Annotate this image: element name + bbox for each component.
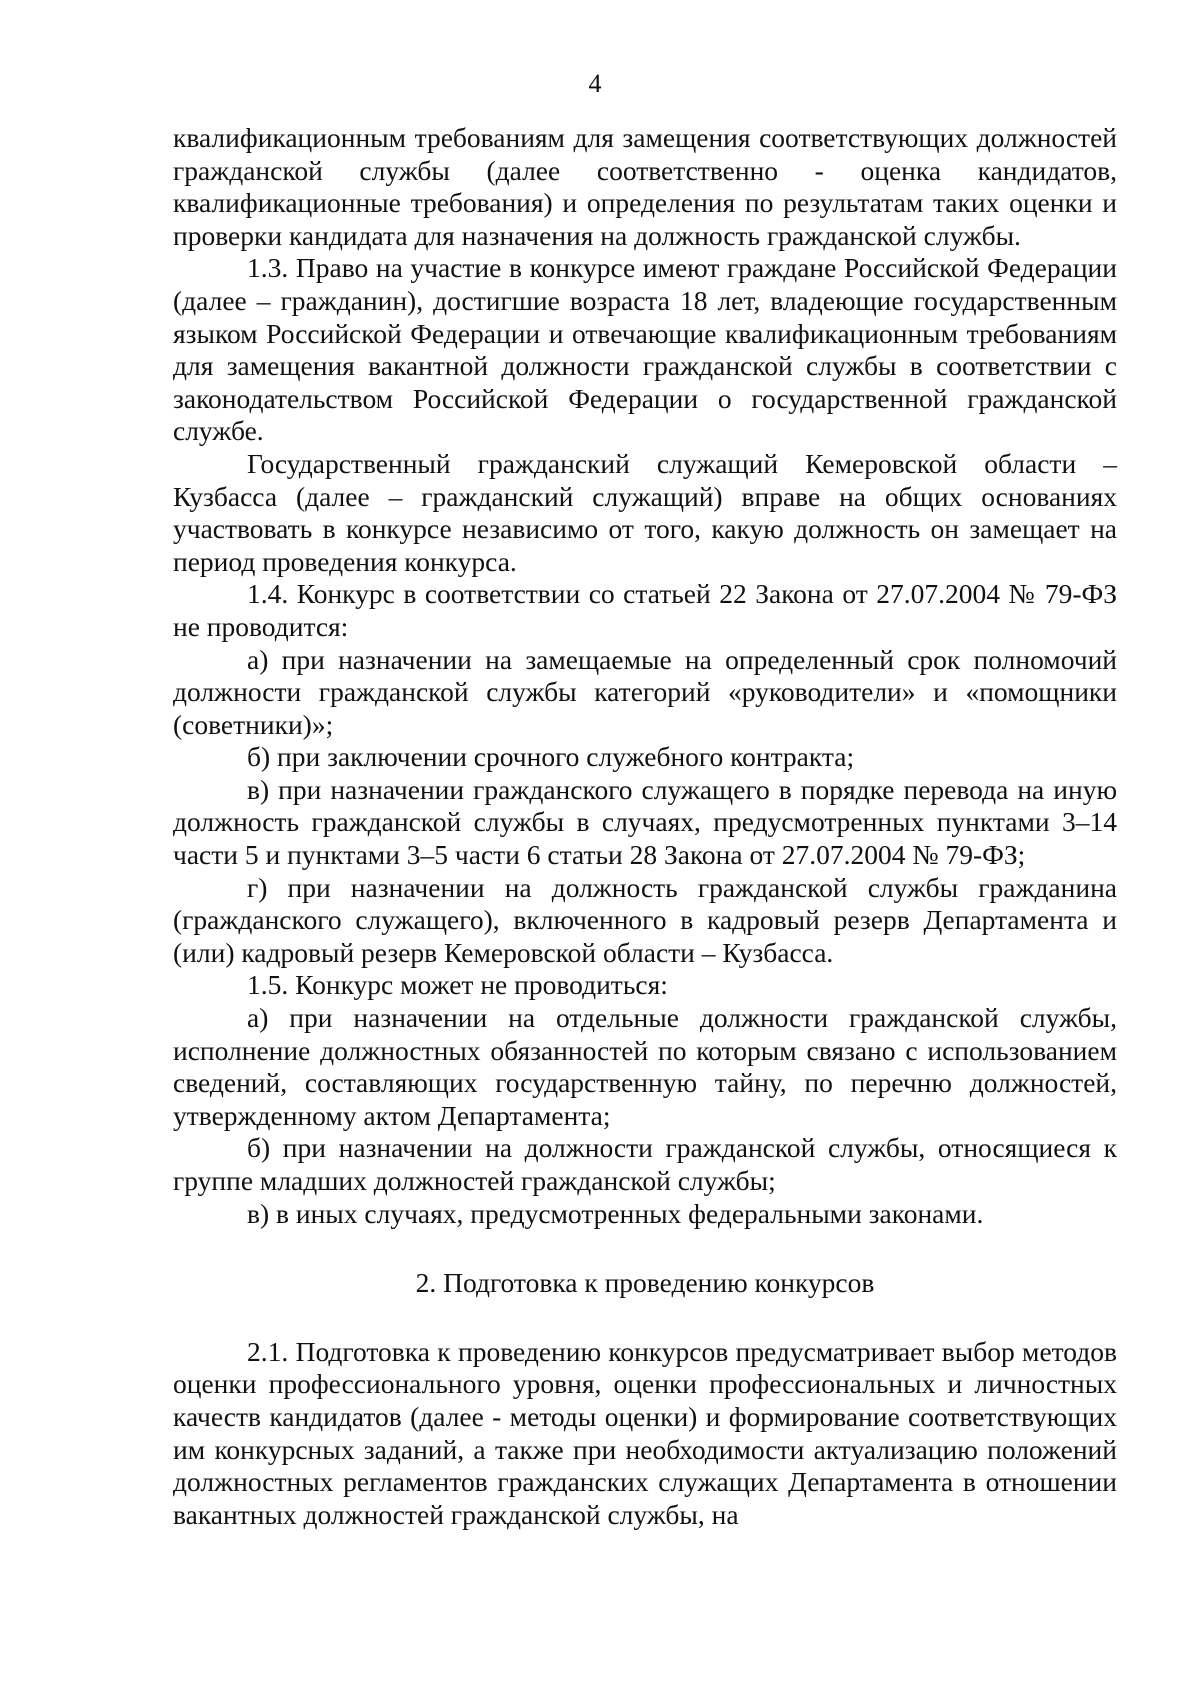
list-item-1-4-g: г) при назначении на должность гражданской службы гражданина (гражданского служащего), включенного в кадровый резерв Департамента и (или) кадровый резерв Кемеровской области – Кузбасса. <box>173 871 1117 968</box>
list-item-1-4-v: в) при назначении гражданского служащего в порядке перевода на иную должность гражданской службы в случаях, предусмотренных пунктами 3–14 части 5 и пунктами 3–5 части 6 статьи 28 Закона от 27.07.2004 № 79-ФЗ; <box>173 773 1117 871</box>
section-heading: 2. Подготовка к проведению конкурсов <box>415 1267 875 1299</box>
list-item-1-5-b: б) при назначении на должности гражданской службы, относящиеся к группе младших должностей гражданской службы; <box>173 1132 1117 1196</box>
document-body <box>173 122 1117 1531</box>
page-number: 4 <box>588 69 602 98</box>
list-item-1-4-a: а) при назначении на замещаемые на определенный срок полномочий должности гражданской службы категорий «руководители» и «помощники (советники)»; <box>173 643 1117 740</box>
paragraph-1-3: 1.3. Право на участие в конкурсе имеют граждане Российской Федерации (далее – гражданин), достигшие возраста 18 лет, владеющие государственным языком Российской Федерации и отвечающие квалификационным требованиям для замещения вакантной должности гражданской службы в соответствии с законодательством Российской Федерации о государственной гражданской службе. <box>173 252 1117 447</box>
list-item-1-5-a: а) при назначении на отдельные должности гражданской службы, исполнение должностных обязанностей по которым связано с использованием сведений, составляющих государственную тайну, по перечню должностей, утвержденному актом Департамента; <box>173 1002 1117 1131</box>
list-item-1-5-v: в) в иных случаях, предусмотренных федеральными законами. <box>247 1197 984 1229</box>
paragraph-continuation: квалификационным требованиям для замещения соответствующих должностей гражданской службы (далее соответственно - оценка кандидатов, квалификационные требования) и определения по результатам таких оценки и проверки кандидата для назначения на должность гражданской службы. <box>173 122 1117 251</box>
list-item-1-4-b: б) при заключении срочного служебного контракта; <box>247 741 855 773</box>
paragraph-1-4: 1.4. Конкурс в соответствии со статьей 22 Закона от 27.07.2004 № 79-ФЗ не проводится: <box>173 578 1117 642</box>
paragraph-1-5: 1.5. Конкурс может не проводиться: <box>247 969 668 1001</box>
paragraph-2-1: 2.1. Подготовка к проведению конкурсов предусматривает выбор методов оценки профессионального уровня, оценки профессиональных и личностных качеств кандидатов (далее - методы оценки) и формирование соответствующих им конкурсных заданий, а также при необходимости актуализацию положений должностных регламентов гражданских служащих Департамента в отношении вакантных должностей гражданской службы, на <box>173 1335 1117 1530</box>
paragraph-civil-servant: Государственный гражданский служащий Кемеровской области – Кузбасса (далее – гражданский служащий) вправе на общих основаниях участвовать в конкурсе независимо от того, какую должность он замещает на период проведения конкурса. <box>173 447 1117 577</box>
